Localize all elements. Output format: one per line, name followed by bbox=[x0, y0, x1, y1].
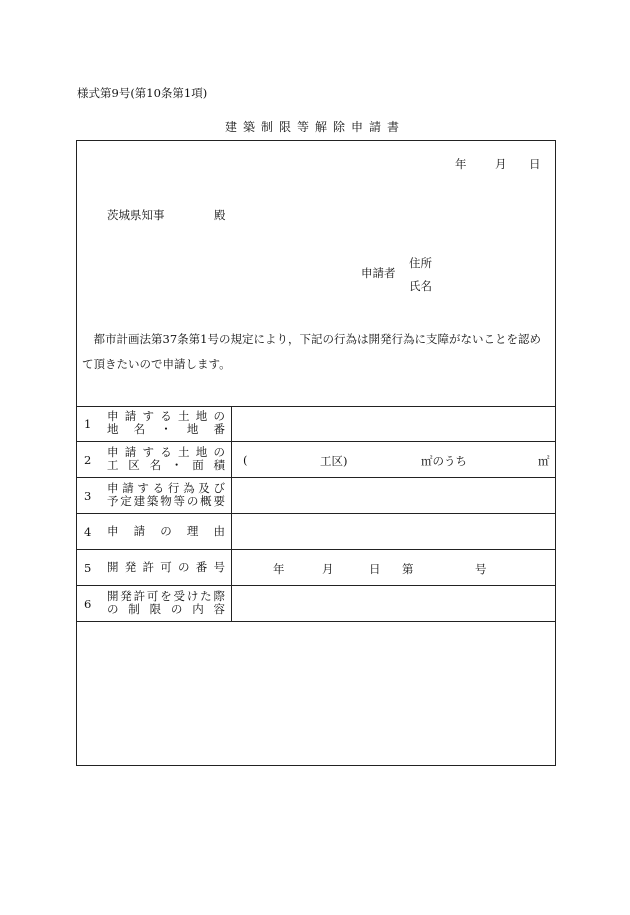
honorific: 殿 bbox=[214, 208, 226, 222]
table-row bbox=[77, 442, 555, 478]
form-code: 様式第9号(第10条第1項) bbox=[77, 86, 208, 100]
permit-year-label: 年 bbox=[273, 562, 285, 576]
table-row bbox=[77, 406, 555, 442]
form-frame bbox=[76, 140, 556, 766]
row-number: 3 bbox=[84, 489, 92, 503]
row-number: 6 bbox=[84, 597, 92, 611]
date-day-label: 日 bbox=[529, 157, 541, 171]
row-label: 開発許可を受けた際 の制限の内容 bbox=[107, 589, 225, 616]
open-paren: ( bbox=[243, 453, 248, 467]
row-label: 開発許可の番号 bbox=[107, 560, 225, 574]
addressee: 茨城県知事 bbox=[107, 208, 165, 222]
row-label: 申請する行為及び 予定建築物等の概要 bbox=[107, 481, 225, 508]
statement-text: 都市計画法第37条第1号の規定により，下記の行為は開発行為に支障がないことを認めて頂きたいので申請します。 bbox=[82, 332, 541, 371]
permit-month-label: 月 bbox=[322, 562, 334, 576]
permit-day-label: 日 bbox=[369, 562, 381, 576]
application-header bbox=[77, 141, 555, 407]
table-row bbox=[77, 586, 555, 622]
ward-label: 工区) bbox=[320, 454, 348, 468]
area-of-label: ㎡のうち bbox=[421, 454, 467, 468]
table-row bbox=[77, 478, 555, 514]
table-row bbox=[77, 550, 555, 586]
row-number: 1 bbox=[84, 417, 92, 431]
row-number: 2 bbox=[84, 453, 92, 467]
date-year-label: 年 bbox=[455, 157, 467, 171]
permit-go-label: 号 bbox=[475, 562, 487, 576]
document-title: 建築制限等解除申請書 bbox=[224, 120, 405, 134]
area-unit-label: ㎡ bbox=[538, 454, 550, 468]
address-label: 住所 bbox=[409, 256, 432, 270]
applicant-label: 申請者 bbox=[361, 266, 396, 280]
row-number: 4 bbox=[84, 525, 92, 539]
permit-dai-label: 第 bbox=[402, 562, 414, 576]
date-month-label: 月 bbox=[495, 157, 507, 171]
row-label: 申請する土地の 地名・地番 bbox=[107, 409, 225, 436]
row-label: 申請の理由 bbox=[107, 524, 225, 538]
name-label: 氏名 bbox=[409, 279, 432, 293]
row-label: 申請する土地の 工区名・面積 bbox=[107, 445, 225, 472]
table-row bbox=[77, 514, 555, 550]
row-number: 5 bbox=[84, 561, 92, 575]
